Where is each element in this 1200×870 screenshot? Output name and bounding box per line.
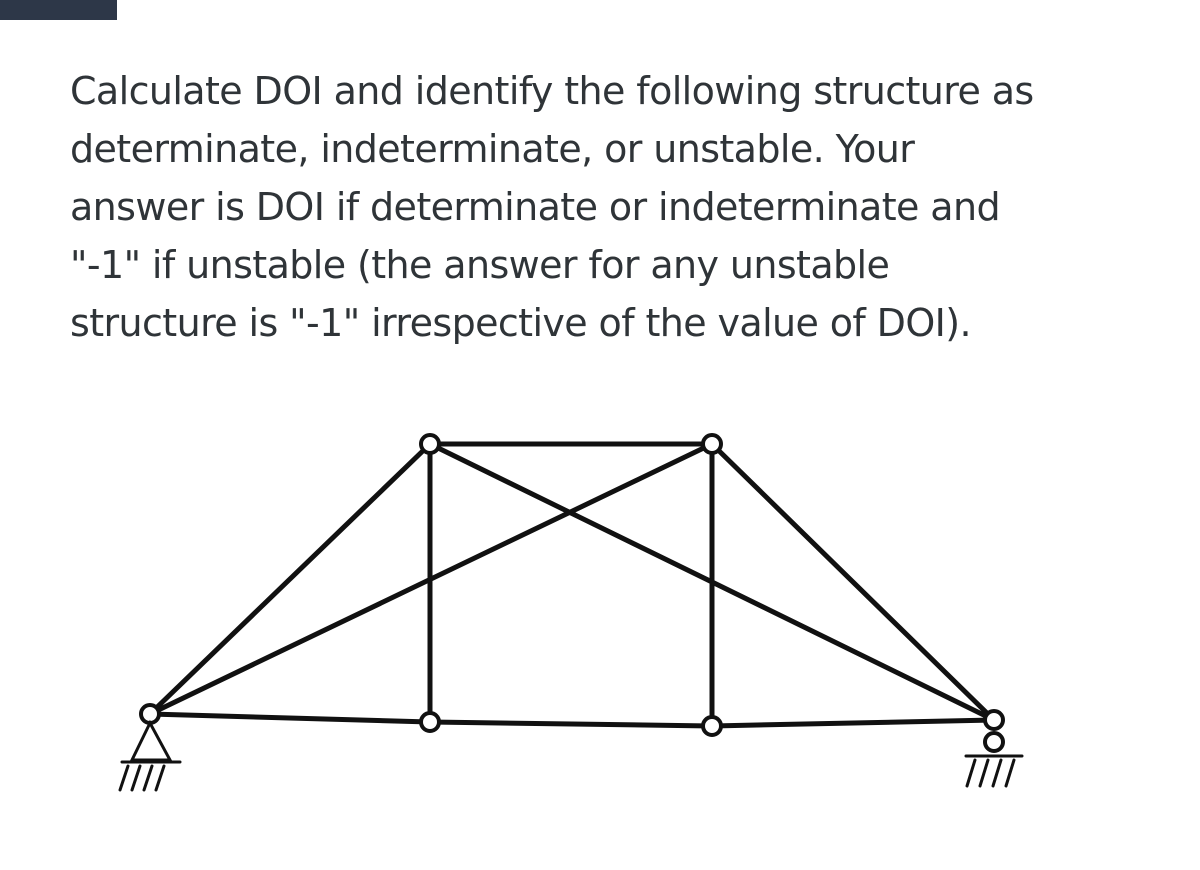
bottom-chord-left — [150, 714, 430, 722]
joint-top-left — [421, 435, 439, 453]
right-end-member — [712, 444, 994, 720]
question-line-3: answer is DOI if determinate or indeterminate and — [70, 185, 1000, 229]
question-line-4: "-1" if unstable (the answer for any unstable — [70, 243, 890, 287]
bottom-chord-right — [712, 720, 994, 726]
joint-bottom-middle-left — [421, 713, 439, 731]
joint-bottom-middle-right — [703, 717, 721, 735]
left-end-member — [150, 444, 430, 714]
bottom-chord-middle — [430, 722, 712, 726]
joint-top-right — [703, 435, 721, 453]
question-line-5: structure is "-1" irrespective of the value of DOI). — [70, 301, 971, 345]
left-pin-support — [120, 723, 180, 790]
joint-bottom-right — [985, 711, 1003, 729]
question-line-2: determinate, indeterminate, or unstable. Your — [70, 127, 915, 171]
right-roller-support — [966, 733, 1022, 786]
question-line-1: Calculate DOI and identify the following structure as — [70, 69, 1034, 113]
